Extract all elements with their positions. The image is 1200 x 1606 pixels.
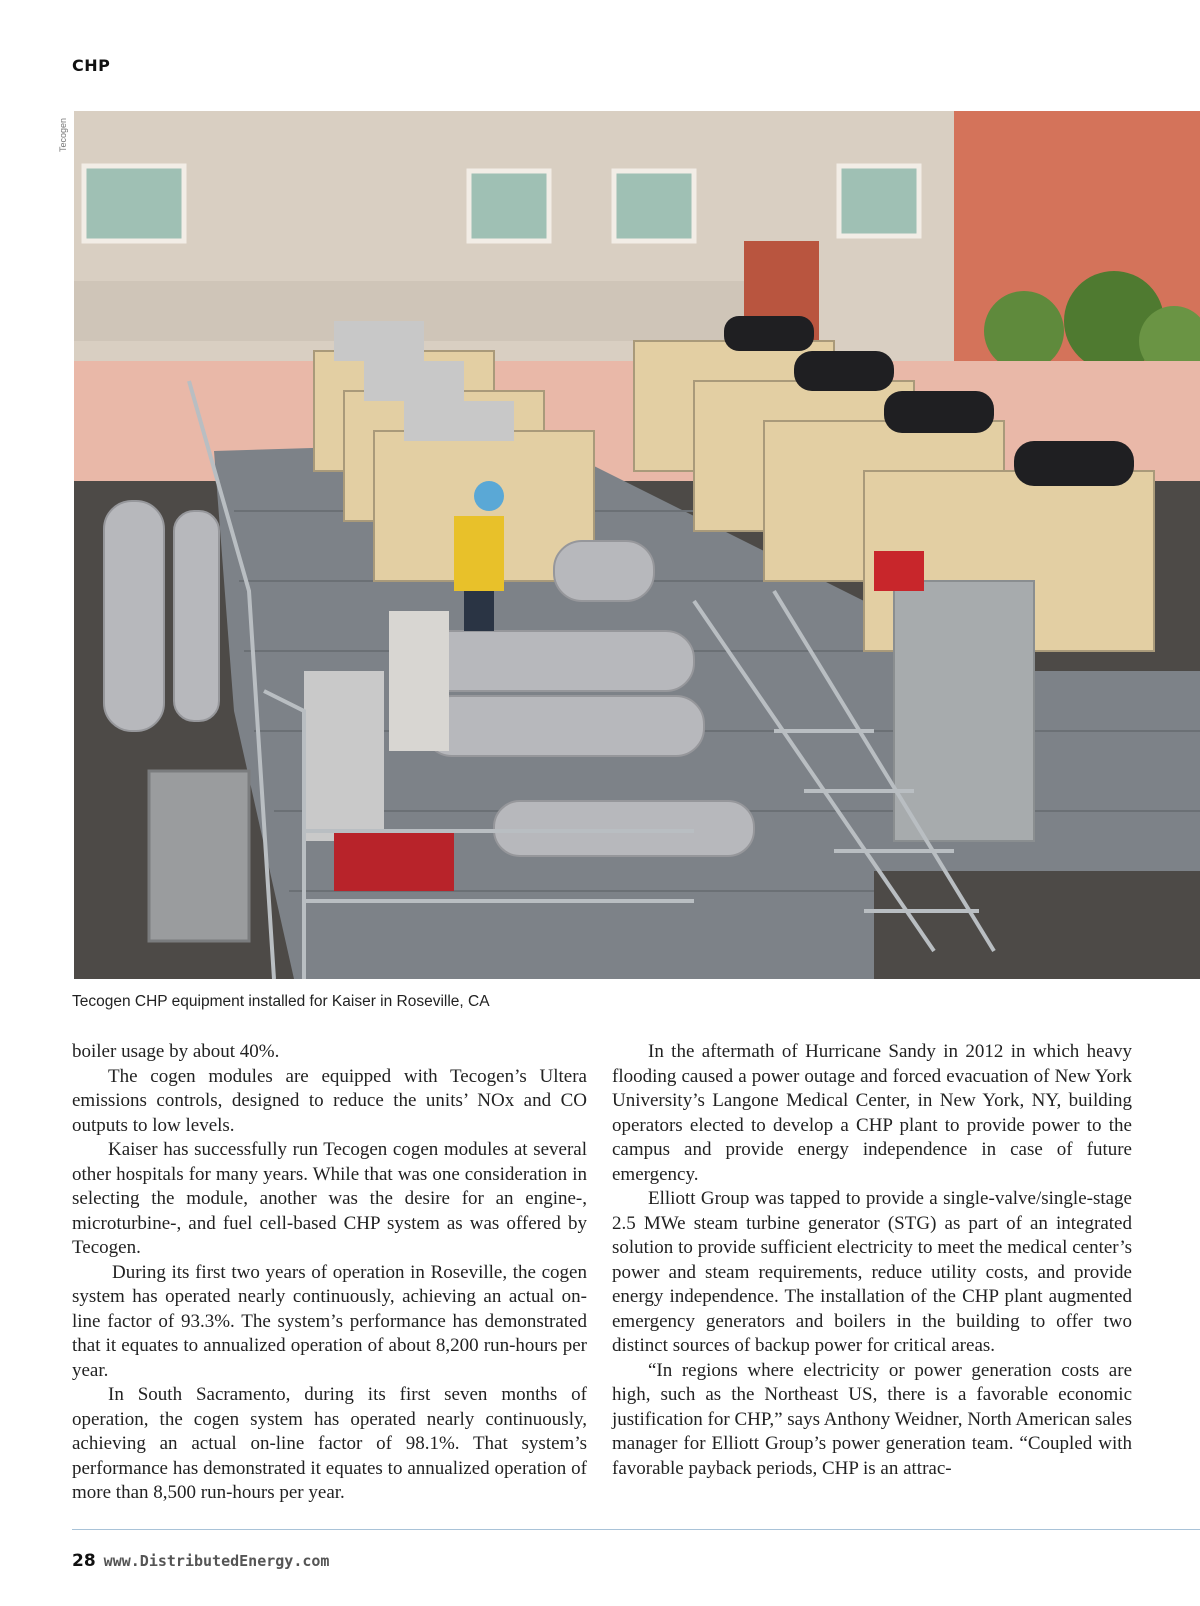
paragraph: During its first two years of operation in Roseville, the cogen system has operated nearly continuously, achieving an actual on-line factor of 93.3%. The system’s performance has demonstrated that it equates to annualized operation of about 8,200 run-hours per year.: [72, 1261, 587, 1381]
website-link[interactable]: www.DistributedEnergy.com: [103, 1552, 330, 1570]
right-text-column: [612, 1040, 1132, 1481]
page-footer: [72, 1551, 329, 1571]
paragraph: In South Sacramento, during its first seven months of operation, the cogen system has operated nearly continuously, achieving an actual on-line factor of 98.1%. That system’s performance has demonstrated it equates to annualized operation of more than 8,500 run-hours per year.: [72, 1384, 587, 1503]
chp-rooftop-illustration: [74, 111, 1200, 979]
section-label: CHP: [72, 56, 111, 75]
equipment-photo: [74, 111, 1200, 979]
photo-credit: Tecogen: [58, 117, 68, 152]
paragraph: The cogen modules are equipped with Tecogen’s Ultera emissions controls, designed to reduce the units’ NOx and CO outputs to low levels.: [72, 1065, 587, 1136]
paragraph: boiler usage by about 40%.: [72, 1041, 280, 1062]
paragraph: “In regions where electricity or power generation costs are high, such as the Northeast US, there is a favorable economic justification for CHP,” says Anthony Weidner, North American sales manager for Elliott Group’s power generation team. “Coupled with favorable payback periods, CHP is an attrac-: [612, 1359, 1132, 1479]
page-number: 28: [72, 1551, 96, 1571]
photo-caption: Tecogen CHP equipment installed for Kaiser in Roseville, CA: [72, 993, 490, 1010]
paragraph: In the aftermath of Hurricane Sandy in 2012 in which heavy flooding caused a power outage and forced evacuation of New York University’s Langone Medical Center, in New York, NY, building operators elected to develop a CHP plant to provide power to the campus and provide energy independence in case of future emergency.: [612, 1041, 1132, 1185]
paragraph: Kaiser has successfully run Tecogen cogen modules at several other hospitals for many years. While that was one consideration in selecting the module, another was the desire for an engine-, microturbine-, and fuel cell-based CHP system as was offered by Tecogen.: [72, 1139, 587, 1258]
left-text-column: [72, 1040, 587, 1506]
footer-rule: [72, 1529, 1200, 1530]
paragraph: Elliott Group was tapped to provide a single-valve/single-stage 2.5 MWe steam turbine generator (STG) as part of an integrated solution to provide sufficient electricity to meet the medical center’s power and steam requirements, reduce utility costs, and provide energy independence. The installation of the CHP plant augmented emergency generators and boilers in the building to offer two distinct sources of backup power for critical areas.: [612, 1188, 1132, 1356]
